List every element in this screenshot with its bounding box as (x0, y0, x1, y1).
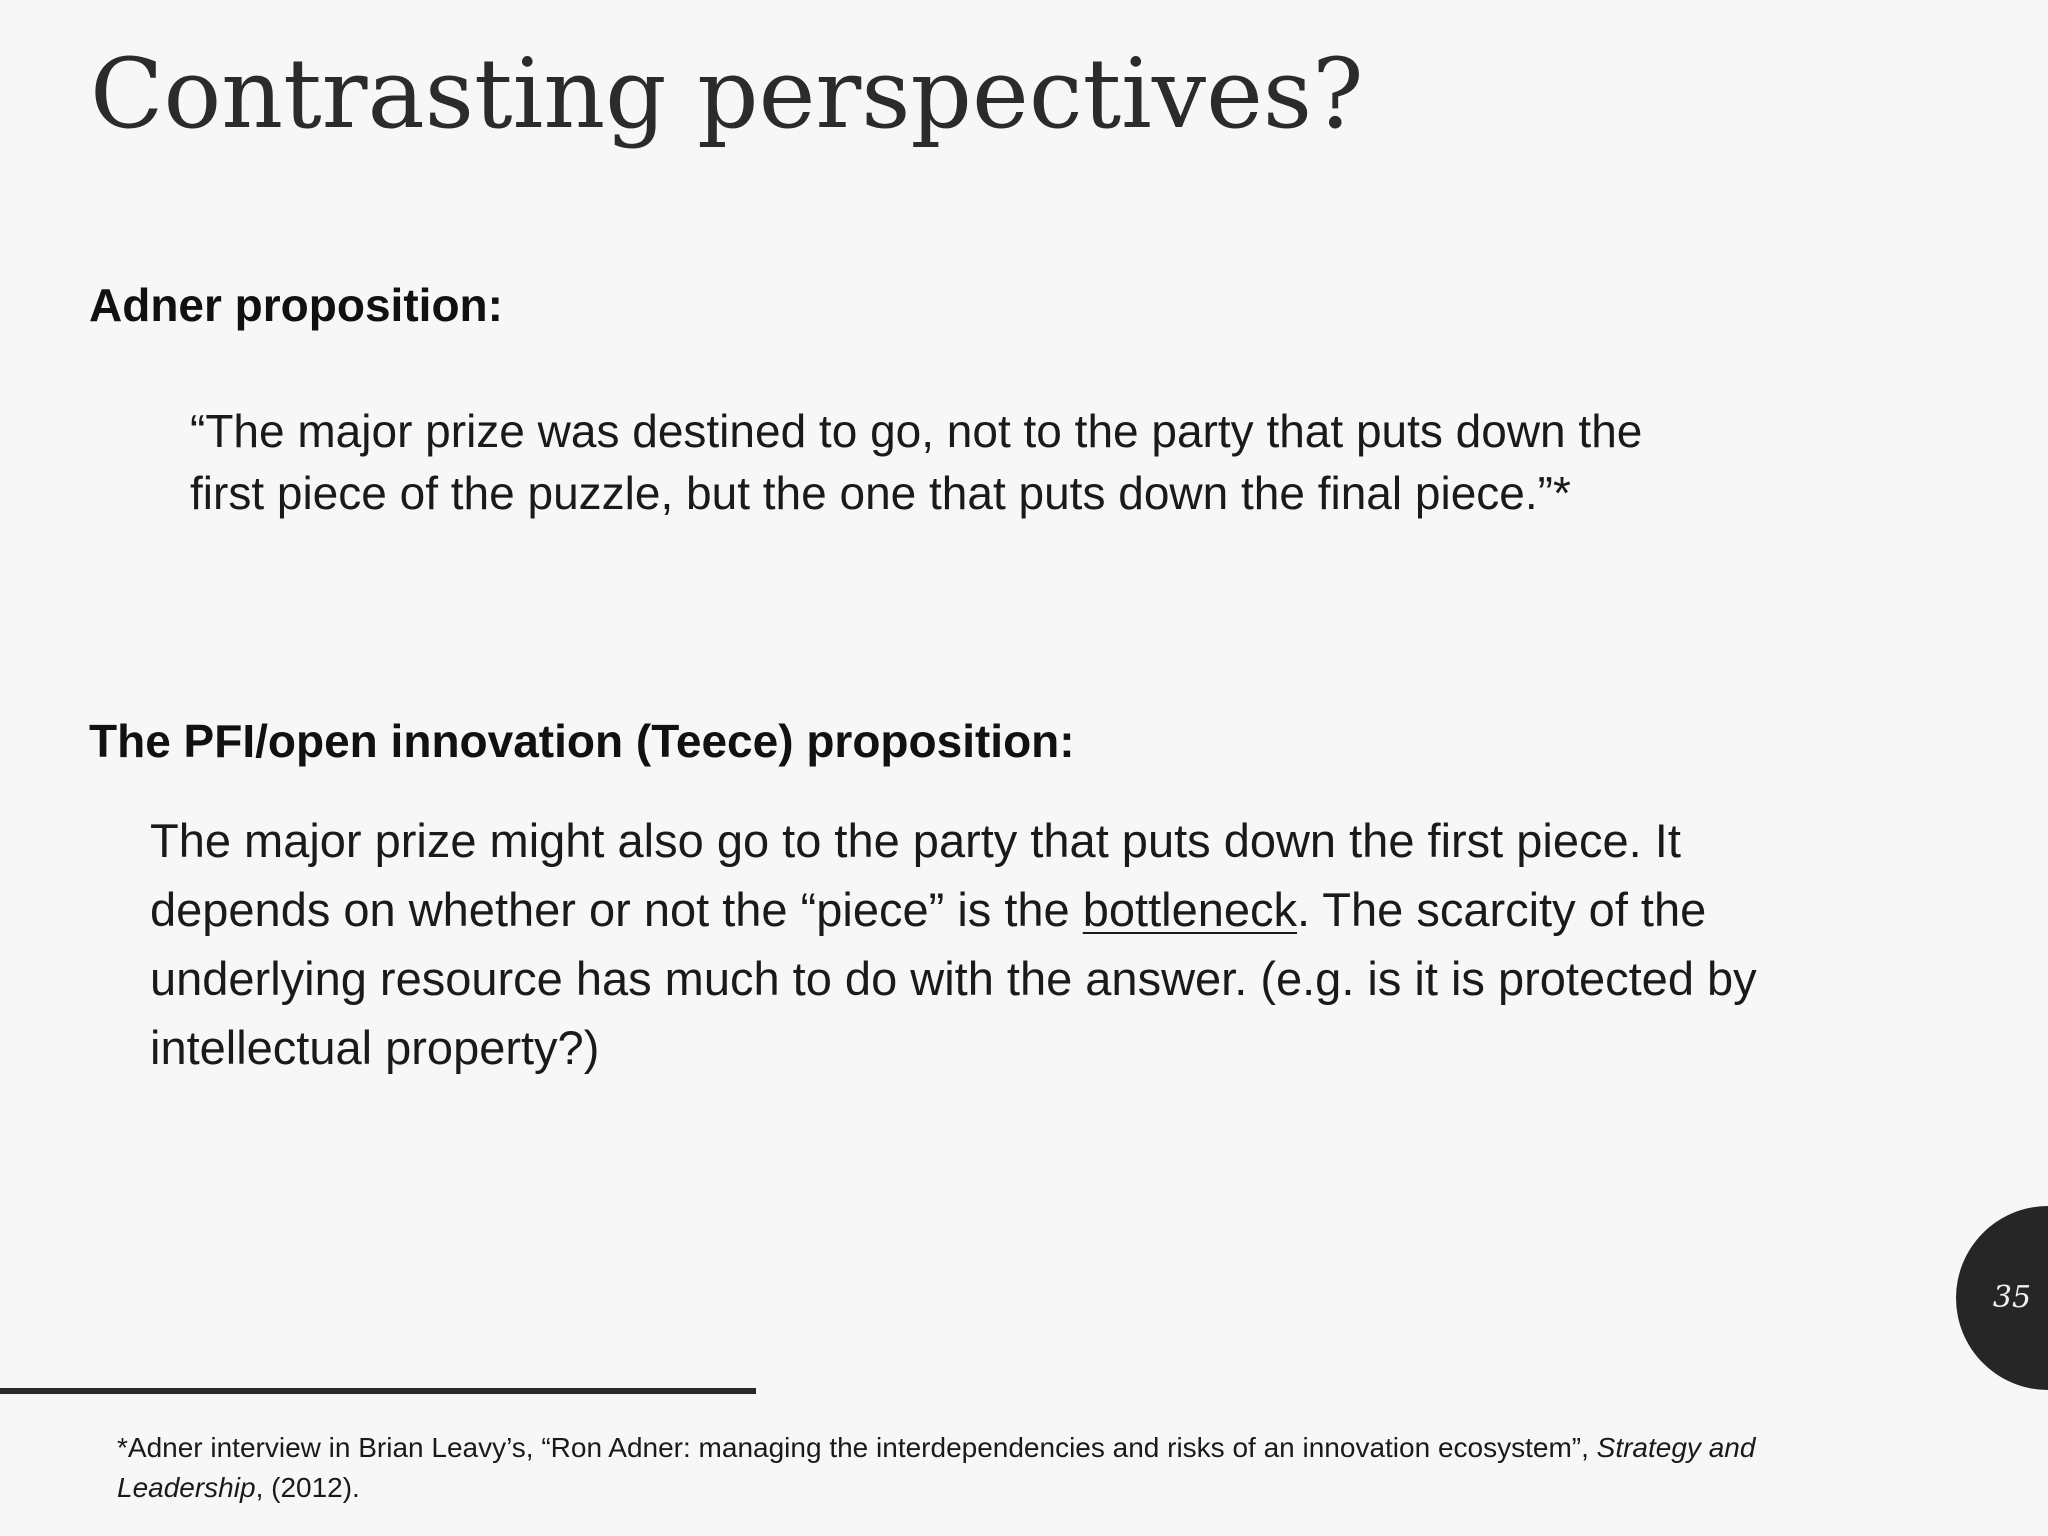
adner-quote-line-2: first piece of the puzzle, but the one that puts down the final piece.”* (190, 467, 1571, 519)
bottleneck-underlined: bottleneck (1082, 883, 1298, 936)
teece-body (150, 806, 1770, 1082)
teece-heading: The PFI/open innovation (Teece) proposition: (89, 715, 1075, 767)
footnote-text-2: , (2012). (255, 1472, 360, 1503)
adner-quote-line-1: “The major prize was destined to go, not to the party that puts down the (190, 405, 1643, 457)
teece-body-part-1: The major prize might also go to the party that puts down the first piece. It depends on whether or not the “piece” is the (150, 814, 1681, 936)
footnote (117, 1428, 1817, 1508)
slide-title: Contrasting perspectives? (90, 38, 1364, 150)
teece-body-part-2: . The scarcity of the underlying resource has much to do with the answer. (e.g. is it is protected by intellectual property?) (150, 883, 1757, 1074)
footnote-divider (0, 1388, 756, 1394)
page-number: 35 (1992, 1280, 2032, 1315)
adner-quote (190, 400, 1750, 524)
adner-heading: Adner proposition: (89, 279, 503, 331)
footnote-text-1: *Adner interview in Brian Leavy’s, “Ron Adner: managing the interdependencies and risks of an innovation ecosystem”, (117, 1432, 1597, 1463)
footnote-journal: Strategy and Leadership (117, 1432, 1756, 1503)
